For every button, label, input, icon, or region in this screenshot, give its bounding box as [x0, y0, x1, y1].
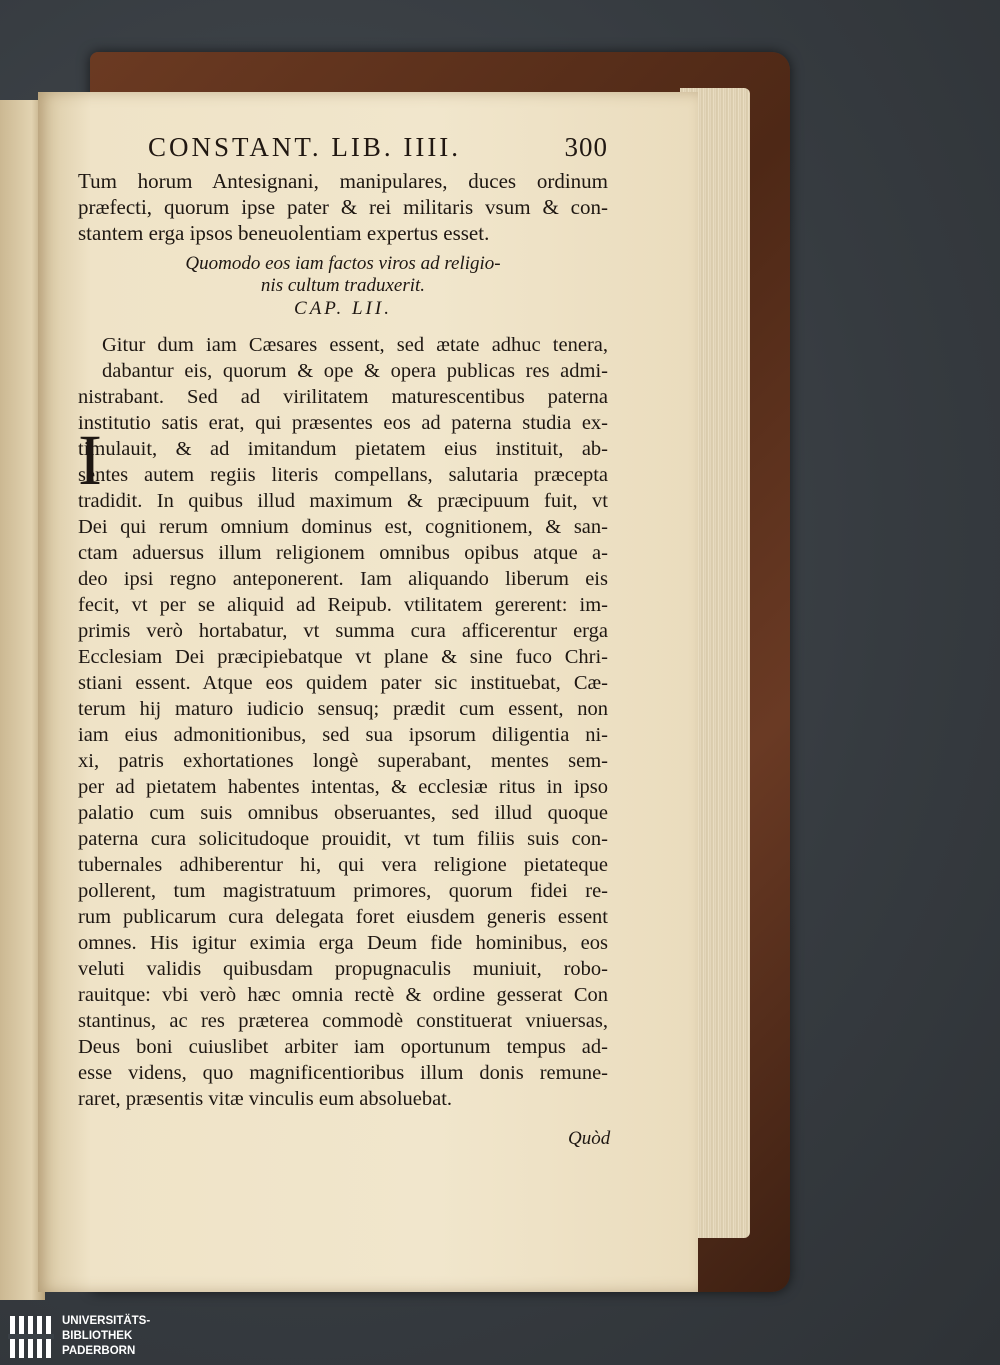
- body-line: Gitur dum iam Cæsares essent, sed ætate adhuc tenera,: [102, 334, 608, 356]
- body-line: tradidit. In quibus illud maximum & præcipuum fuit, vt: [78, 490, 608, 512]
- body-line: sentes autem regiis literis compellans, salutaria præcepta: [78, 464, 608, 486]
- body-line: raret, præsentis vitæ vinculis eum absoluebat.: [78, 1088, 453, 1110]
- body-line: paterna cura solicitudoque prouidit, vt tum filiis suis con-: [78, 828, 608, 850]
- body-line: tubernales adhiberentur hi, qui vera religione pietateque: [78, 854, 608, 876]
- body-line: timulauit, & ad imitandum pietatem eius instituit, ab-: [78, 438, 608, 460]
- body-line: omnes. His igitur eximia erga Deum fide hominibus, eos: [78, 932, 608, 954]
- library-logo-line3: PADERBORN: [62, 1345, 136, 1357]
- book-page: [38, 92, 698, 1292]
- body-line: fecit, vt per se aliquid ad Reipub. vtilitatem gererent: im-: [78, 594, 608, 616]
- body-line: pollerent, tum magistratuum primores, quorum fidei re-: [78, 880, 608, 902]
- body-line: Dei qui rerum omnium dominus est, cognitionem, & san-: [78, 516, 608, 538]
- page-number: 300: [564, 132, 608, 162]
- body-line: Deus boni cuiuslibet arbiter iam oportunum tempus ad-: [78, 1036, 608, 1058]
- library-logo: [8, 1312, 168, 1362]
- chapter-heading-line2: nis cultum traduxerit.: [260, 275, 426, 296]
- body-line: palatio cum suis omnibus obseruantes, sed illud quoque: [78, 802, 608, 824]
- body-line: terum hij maturo iudicio sensuq; prædit cum essent, non: [78, 698, 608, 720]
- drop-capital: I: [78, 420, 102, 500]
- body-line: veluti validis quibusdam propugnaculis muniuit, robo-: [78, 958, 608, 980]
- body-line: esse videns, quo magnificentioribus illum donis remune-: [78, 1062, 608, 1084]
- intro-line: stantem erga ipsos beneuolentiam expertus esset.: [78, 221, 490, 245]
- body-line: iam eius admonitionibus, sed sua ipsorum diligentia ni-: [78, 724, 608, 746]
- body-line: deo ipsi regno anteponerent. Iam aliquando liberum eis: [78, 568, 608, 590]
- library-logo-text: [62, 1314, 150, 1359]
- chapter-number: CAP. LII.: [294, 298, 392, 319]
- body-line: per ad pietatem habentes intentas, & ecclesiæ ritus in ipso: [78, 776, 608, 798]
- running-head-title: CONSTANT. LIB. IIII.: [148, 132, 462, 162]
- body-line: rauitque: vbi verò hæc omnia rectè & ordine gesserat Con: [78, 984, 608, 1006]
- intro-line: præfecti, quorum ipse pater & rei militaris vsum & con-: [78, 195, 608, 219]
- body-line: stiani essent. Atque eos quidem pater sic instituebat, Cæ-: [78, 672, 608, 694]
- body-line: ctam aduersus illum religionem omnibus opibus atque a-: [78, 542, 608, 564]
- body-line: rum publicarum cura delegata foret eiusdem generis essent: [78, 906, 608, 928]
- intro-line: Tum horum Antesignani, manipulares, duces ordinum: [78, 169, 608, 193]
- body-line: Ecclesiam Dei præcipiebatque vt plane & sine fuco Chri-: [78, 646, 608, 668]
- body-line: primis verò hortabatur, vt summa cura afficerentur erga: [78, 620, 608, 642]
- body-line: stantinus, ac res præterea commodè constituerat vniuersas,: [78, 1010, 608, 1032]
- library-logo-icon: [8, 1312, 54, 1362]
- body-line: dabantur eis, quorum & ope & opera publicas res admi-: [102, 360, 608, 382]
- chapter-heading-line1: Quomodo eos iam factos viros ad religio-: [185, 253, 501, 274]
- body-line: institutio satis erat, qui præsentes eos ad paterna studia ex-: [78, 412, 608, 434]
- library-logo-line1: UNIVERSITÄTS-: [62, 1315, 151, 1327]
- library-logo-line2: BIBLIOTHEK: [62, 1330, 133, 1342]
- catchword: Quòd: [568, 1128, 611, 1149]
- body-line: xi, patris exhortationes longè superabant, mentes sem-: [78, 750, 608, 772]
- body-line: nistrabant. Sed ad virilitatem maturescentibus paterna: [78, 386, 608, 408]
- running-head: [148, 132, 608, 168]
